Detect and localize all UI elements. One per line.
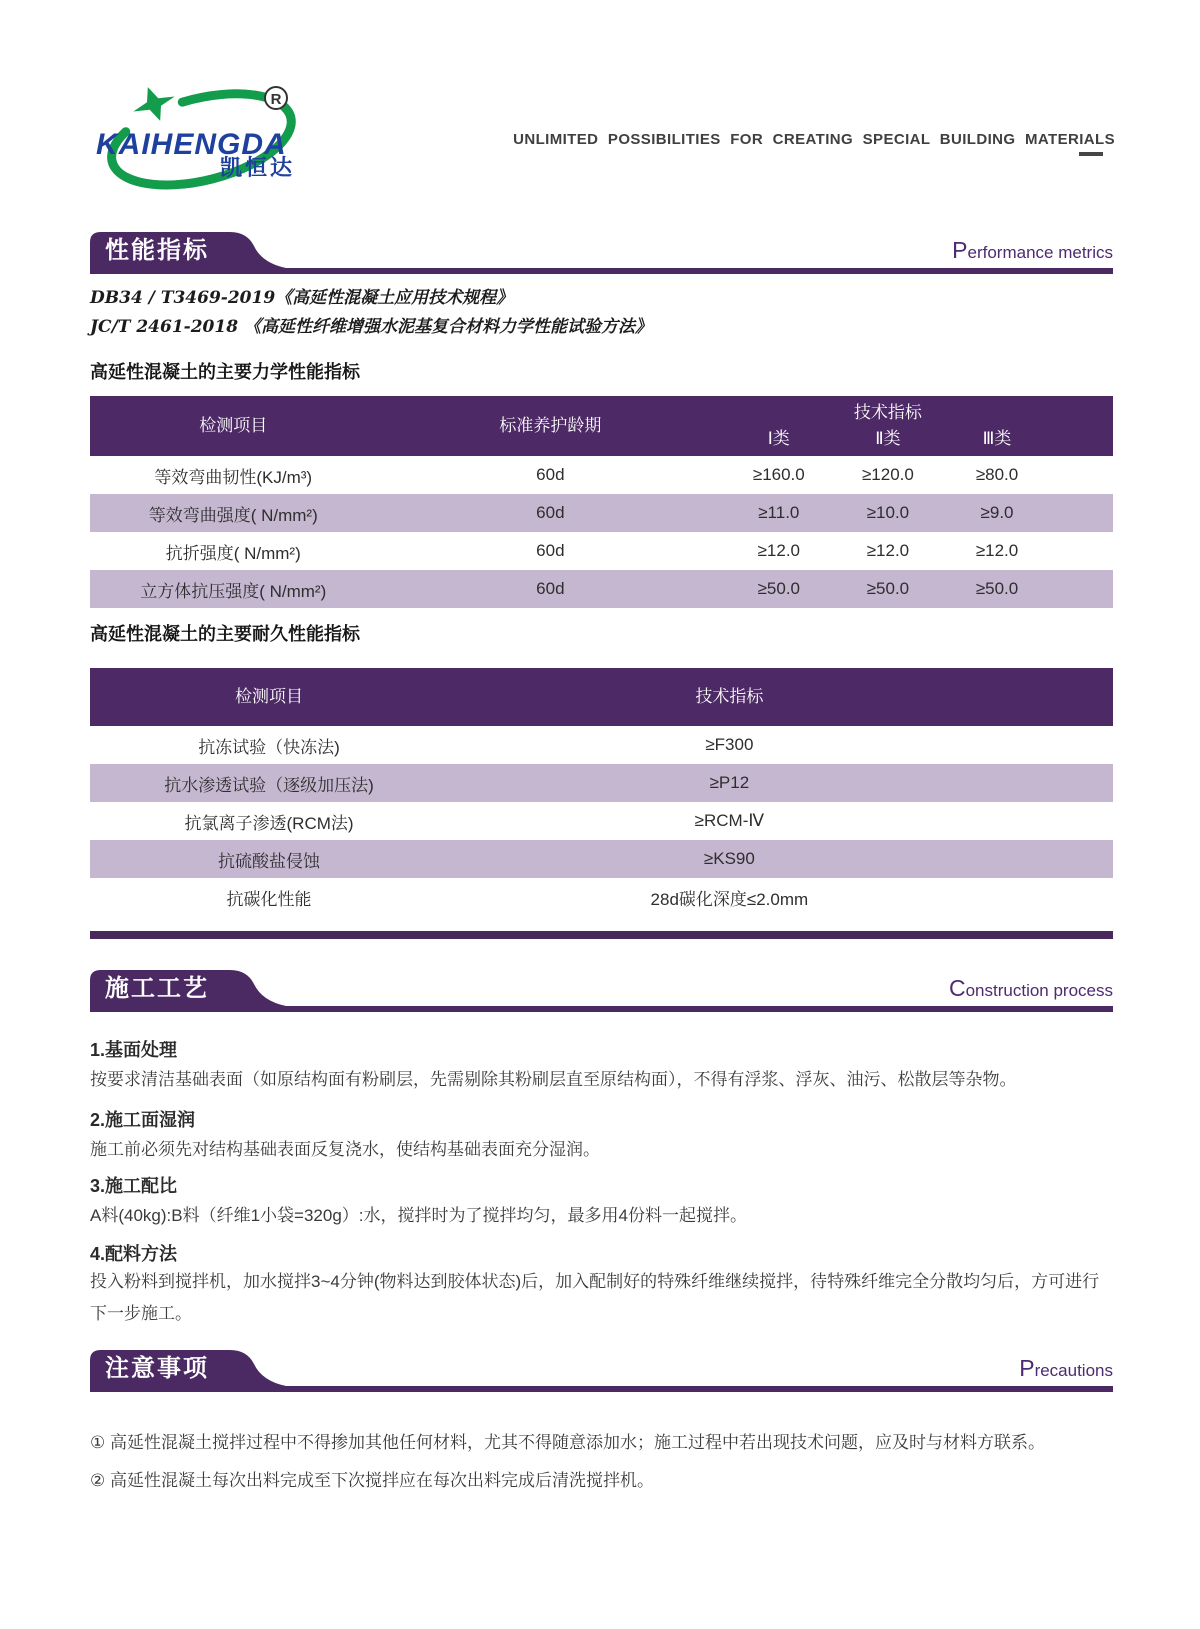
logo-swoosh-icon: [92, 80, 307, 198]
step-title: 1.基面处理: [90, 1040, 178, 1060]
cell-item: 抗氯离子渗透(RCM法): [184, 813, 354, 833]
cell-age: 60d: [536, 541, 565, 560]
logo-star-icon: [127, 80, 181, 129]
cell-value: ≥P12: [709, 773, 750, 792]
section-title-en: Construction process: [948, 975, 1113, 1001]
step-title: 4.配料方法: [90, 1244, 178, 1264]
tagline-underline: [1079, 152, 1103, 156]
cell-value: ≥F300: [705, 735, 754, 754]
svg-text:R: R: [270, 91, 282, 108]
header-cell-class3: Ⅲ类: [982, 429, 1012, 448]
cell-item: 抗冻试验（快冻法): [198, 737, 340, 757]
company-logo: [92, 80, 307, 198]
table-row: [90, 840, 1113, 878]
section-header-performance: [90, 232, 1113, 274]
cell-value: ≥10.0: [866, 503, 910, 522]
logo-brand-text: KAIHENGDA: [96, 128, 287, 161]
standard-reference: DB34 / T3469-2019《高延性混凝土应用技术规程》: [90, 288, 514, 308]
cell-age: 60d: [536, 579, 565, 598]
cell-value: ≥9.0: [980, 503, 1014, 522]
table-row: [90, 878, 1113, 916]
step-title: 3.施工配比: [90, 1176, 178, 1196]
table-row: [90, 802, 1113, 840]
section-title-cn: 注意事项: [105, 1355, 209, 1382]
header-cell-item: 检测项目: [199, 416, 268, 435]
step-title: 2.施工面湿润: [90, 1110, 196, 1130]
cell-value: ≥12.0: [757, 541, 801, 560]
section-title-en: Performance metrics: [952, 237, 1113, 263]
cell-age: 60d: [536, 503, 565, 522]
header-cell-class1: Ⅰ类: [767, 429, 790, 448]
section-divider: [90, 931, 1113, 939]
table-header-row: [90, 668, 1113, 726]
cell-item: 抗硫酸盐侵蚀: [218, 851, 321, 871]
cell-value: ≥120.0: [861, 465, 914, 484]
cell-item: 抗碳化性能: [226, 889, 312, 909]
cell-value: ≥KS90: [703, 849, 755, 868]
table-row: [90, 456, 1113, 494]
cell-value: ≥12.0: [975, 541, 1019, 560]
section-title-cn: 性能指标: [105, 237, 209, 264]
section-header-precautions: [90, 1350, 1113, 1392]
mechanical-performance-table: [90, 396, 1113, 608]
cell-item: 等效弯曲韧性(KJ/m³): [154, 467, 313, 487]
precaution-note: ① 高延性混凝土搅拌过程中不得掺加其他任何材料，尤其不得随意添加水；施工过程中若出现技术问题，应及时与材料方联系。: [90, 1433, 1045, 1452]
precaution-note: ② 高延性混凝土每次出料完成至下次搅拌应在每次出料完成后清洗搅拌机。: [90, 1471, 654, 1490]
cell-value: ≥50.0: [866, 579, 910, 598]
header-cell-curing-age: 标准养护龄期: [499, 416, 602, 435]
durability-performance-table: [90, 668, 1113, 916]
table-row: [90, 570, 1113, 608]
header-cell-group: 技术指标: [853, 403, 922, 422]
cell-item: 抗水渗透试验（逐级加压法): [164, 775, 374, 795]
section-header-construction: [90, 970, 1113, 1012]
cell-value: 28d碳化深度≤2.0mm: [650, 889, 809, 909]
header-group-technical-index: [724, 396, 1051, 456]
table-row: [90, 532, 1113, 570]
header-cell-item: 检测项目: [235, 687, 304, 706]
cell-item: 抗折强度( N/mm²): [165, 543, 301, 563]
table-caption: 高延性混凝土的主要力学性能指标: [90, 362, 360, 382]
table-row: [90, 726, 1113, 764]
step-body: A料(40kg):B料（纤维1小袋=320g）:水，搅拌时为了搅拌均匀，最多用4份料一起搅拌。: [90, 1206, 747, 1225]
cell-value: ≥11.0: [758, 503, 800, 522]
cell-value: ≥12.0: [866, 541, 910, 560]
cell-value: ≥RCM-Ⅳ: [694, 811, 765, 830]
standard-reference: JC/T 2461-2018 《高延性纤维增强水泥基复合材料力学性能试验方法》: [90, 317, 652, 337]
ribbon-shape: [90, 1350, 1113, 1392]
cell-item: 立方体抗压强度( N/mm²): [140, 581, 327, 601]
step-body: 投入粉料到搅拌机，加水搅拌3~4分钟(物料达到胶体状态)后，加入配制好的特殊纤维继续搅拌，待特殊纤维完全分散均匀后，方可进行下一步施工。: [90, 1272, 1100, 1323]
standards-list: [90, 284, 652, 342]
table-row: [90, 494, 1113, 532]
tagline: UNLIMITED POSSIBILITIES FOR CREATING SPECIAL BUILDING MATERIALS: [513, 131, 1115, 148]
table-header-row: [90, 396, 1113, 456]
cell-value: ≥160.0: [752, 465, 805, 484]
table-row: [90, 764, 1113, 802]
cell-value: ≥50.0: [757, 579, 801, 598]
logo-brand-cn: 凯恒达: [220, 155, 296, 180]
step-body: 施工前必须先对结构基础表面反复浇水，使结构基础表面充分湿润。: [90, 1140, 600, 1159]
cell-age: 60d: [536, 465, 565, 484]
cell-value: ≥50.0: [975, 579, 1019, 598]
header-cell-technical-index: 技术指标: [695, 687, 764, 706]
section-title-en: Precautions: [1019, 1355, 1113, 1381]
header-cell-class2: Ⅱ类: [875, 429, 901, 448]
section-title-cn: 施工工艺: [105, 975, 209, 1002]
cell-value: ≥80.0: [975, 465, 1019, 484]
step-body: 按要求清洁基础表面（如原结构面有粉刷层，先需剔除其粉刷层直至原结构面），不得有浮浆、浮灰、油污、松散层等杂物。: [90, 1070, 1017, 1089]
table-caption: 高延性混凝土的主要耐久性能指标: [90, 624, 360, 644]
cell-item: 等效弯曲强度( N/mm²): [148, 505, 318, 525]
